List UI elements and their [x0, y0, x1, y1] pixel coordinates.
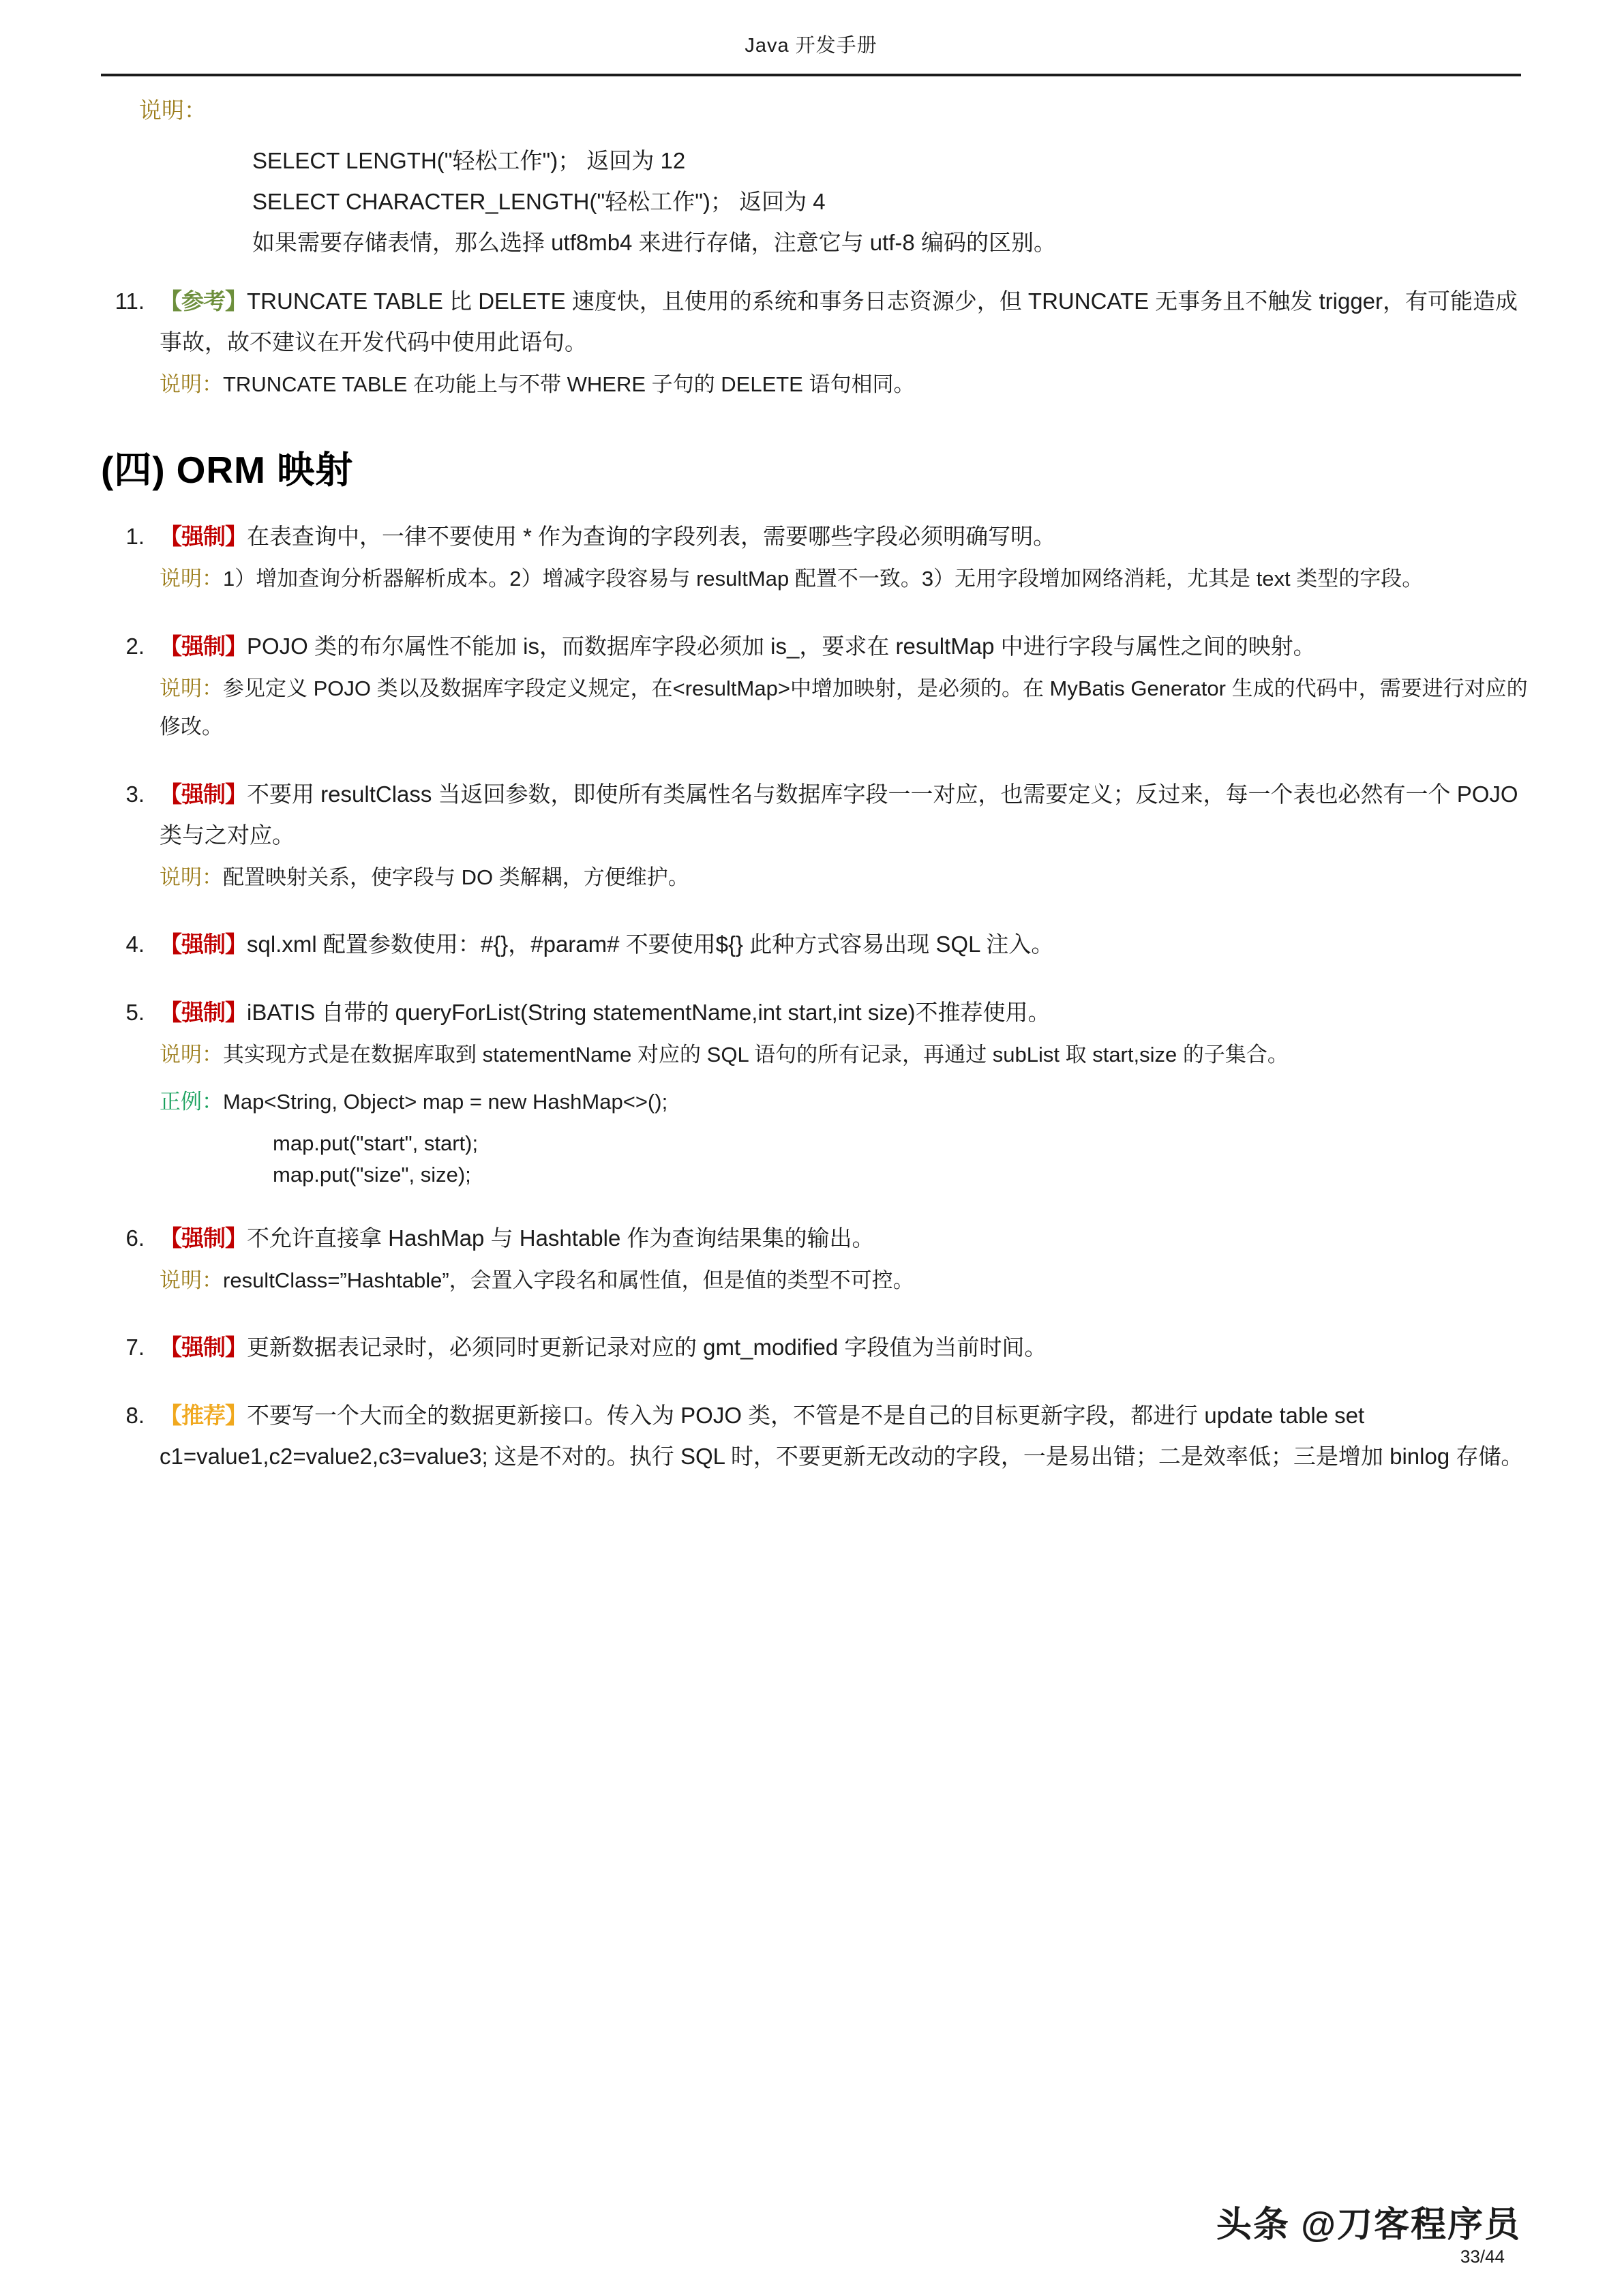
list-item-body: [160, 1327, 1533, 1368]
list-item-text-line: [160, 774, 1533, 856]
list-item-text: 不允许直接拿 HashMap 与 Hashtable 作为查询结果集的输出。: [247, 1225, 875, 1251]
note-block: [160, 859, 1533, 897]
force-tag: 【强制】: [160, 633, 247, 659]
recommend-tag: 【推荐】: [160, 1403, 247, 1429]
force-tag: 【强制】: [160, 524, 247, 550]
list-item: [101, 774, 1533, 897]
force-tag: 【强制】: [160, 931, 247, 957]
list-item-text-line: [160, 924, 1533, 965]
code-line: map.put("start", start);: [273, 1131, 479, 1156]
top-note-lines: [139, 140, 1533, 263]
list-item: [101, 626, 1533, 747]
page-number: 33/44: [1460, 2246, 1505, 2267]
list-item-number: 6.: [125, 1225, 145, 1251]
good-example-code: [160, 1128, 1533, 1191]
top-note-line: SELECT CHARACTER_LENGTH("轻松工作")； 返回为 4: [252, 189, 826, 215]
list-item-number: 4.: [125, 931, 145, 957]
list-item: [101, 1218, 1533, 1300]
list-item: [101, 924, 1533, 965]
top-note-line: SELECT LENGTH("轻松工作")； 返回为 12: [252, 148, 686, 174]
list-item: [101, 1327, 1533, 1368]
list-item-body: [160, 1395, 1533, 1477]
list-item-text: 在表查询中，一律不要使用 * 作为查询的字段列表，需要哪些字段必须明确写明。: [247, 524, 1056, 550]
note-text: 配置映射关系，使字段与 DO 类解耦，方便维护。: [223, 865, 689, 889]
note-block: [160, 1036, 1533, 1074]
good-example-text: Map<String, Object> map = new HashMap<>();: [223, 1089, 668, 1114]
note-text: 其实现方式是在数据库取到 statementName 对应的 SQL 语句的所有记录，再通过 subList 取 start,size 的子集合。: [223, 1043, 1289, 1067]
list-item-number: 1.: [125, 524, 145, 550]
note-block: [160, 670, 1533, 747]
code-line: map.put("size", size);: [273, 1163, 471, 1187]
list-item-text: 不要用 resultClass 当返回参数，即使所有类属性名与数据库字段一一对应，也需要定义；反过来，每一个表也必然有一个 POJO 类与之对应。: [160, 781, 1518, 848]
note-text: 1）增加查询分析器解析成本。2）增减字段容易与 resultMap 配置不一致。3）无用字段增加网络消耗，尤其是 text 类型的字段。: [223, 567, 1424, 591]
list-item-text: POJO 类的布尔属性不能加 is，而数据库字段必须加 is_，要求在 resultMap 中进行字段与属性之间的映射。: [247, 633, 1316, 659]
list-item-number: 3.: [125, 781, 145, 807]
page-content: [101, 90, 1533, 2296]
note-text: 参见定义 POJO 类以及数据库字段定义规定，在<resultMap>中增加映射，是必须的。在 MyBatis Generator 生成的代码中，需要进行对应的修改。: [160, 676, 1528, 739]
list-item-text-line: [160, 992, 1533, 1033]
note-label: 说明：: [160, 865, 223, 889]
force-tag: 【强制】: [160, 1225, 247, 1251]
force-tag: 【强制】: [160, 781, 247, 807]
note-label: 说明：: [160, 567, 223, 591]
list-item-number: 7.: [125, 1335, 145, 1360]
page-header: [101, 34, 1521, 58]
list-item-body: [160, 774, 1533, 897]
note-label: 说明：: [160, 1268, 223, 1292]
list-item-text-line: [160, 516, 1533, 557]
top-note-label: 说明：: [139, 98, 207, 123]
note-text: TRUNCATE TABLE 在功能上与不带 WHERE 子句的 DELETE 语句相同。: [223, 372, 915, 397]
force-tag: 【强制】: [160, 1000, 247, 1026]
note-block: [160, 560, 1533, 598]
top-note-block: [101, 90, 1533, 263]
list-item-text-line: [160, 1218, 1533, 1259]
list-item-body: [160, 1218, 1533, 1300]
good-example-block: [160, 1083, 1533, 1121]
force-tag: 【强制】: [160, 1335, 247, 1360]
note-block: [160, 366, 1533, 404]
list-item-text-line: [160, 626, 1533, 667]
list-item-text-line: [160, 281, 1533, 363]
list-item-number: 2.: [125, 633, 145, 659]
section-title: ORM 映射: [176, 448, 354, 491]
reference-tag: 【参考】: [160, 288, 247, 314]
list-item-number: 8.: [125, 1403, 145, 1429]
list-item-body: [160, 626, 1533, 747]
list-item-body: [160, 516, 1533, 598]
list-item-text: sql.xml 配置参数使用：#{}，#param# 不要使用${} 此种方式容易出现 SQL 注入。: [247, 931, 1054, 957]
note-label: 说明：: [160, 372, 223, 397]
section-number: (四): [101, 448, 166, 491]
list-item-number: 5.: [125, 1000, 145, 1026]
list-item: [101, 281, 1533, 404]
section-heading: [101, 447, 1533, 494]
list-item: [101, 516, 1533, 598]
watermark: 头条 @刀客程序员: [1216, 2205, 1521, 2245]
list-item-text: TRUNCATE TABLE 比 DELETE 速度快，且使用的系统和事务日志资源少，但 TRUNCATE 无事务且不触发 trigger，有可能造成事故，故不建议在开发代码中使用此语句。: [160, 288, 1518, 355]
note-label: 说明：: [160, 1043, 223, 1067]
list-item-body: [160, 281, 1533, 404]
list-item-text-line: [160, 1395, 1533, 1477]
list-item-number: 11.: [115, 288, 145, 314]
good-example-label: 正例：: [160, 1089, 223, 1114]
list-item-text-line: [160, 1327, 1533, 1368]
list-item-body: [160, 992, 1533, 1191]
list-item-body: [160, 924, 1533, 965]
list-item-text: 不要写一个大而全的数据更新接口。传入为 POJO 类，不管是不是自己的目标更新字段，都进行 update table set c1=value1,c2=value2,c3=value3; 这是不对的。执行 SQL 时，不要更新无改动的字段，一是易出错；二是效率低；三是增加 binlog 存储。: [160, 1403, 1524, 1470]
note-label: 说明：: [160, 676, 223, 700]
list-item-text: iBATIS 自带的 queryForList(String statementName,int start,int size)不推荐使用。: [247, 1000, 1051, 1026]
list-item: [101, 1395, 1533, 1477]
note-text: resultClass=”Hashtable”，会置入字段名和属性值，但是值的类型不可控。: [223, 1268, 914, 1292]
list-item: [101, 992, 1533, 1191]
list-item-text: 更新数据表记录时，必须同时更新记录对应的 gmt_modified 字段值为当前时间。: [247, 1335, 1047, 1360]
header-divider: [101, 74, 1521, 76]
note-block: [160, 1262, 1533, 1300]
top-note-line: 如果需要存储表情，那么选择 utf8mb4 来进行存储，注意它与 utf-8 编码的区别。: [252, 230, 1056, 256]
header-title: Java 开发手册: [745, 35, 877, 57]
